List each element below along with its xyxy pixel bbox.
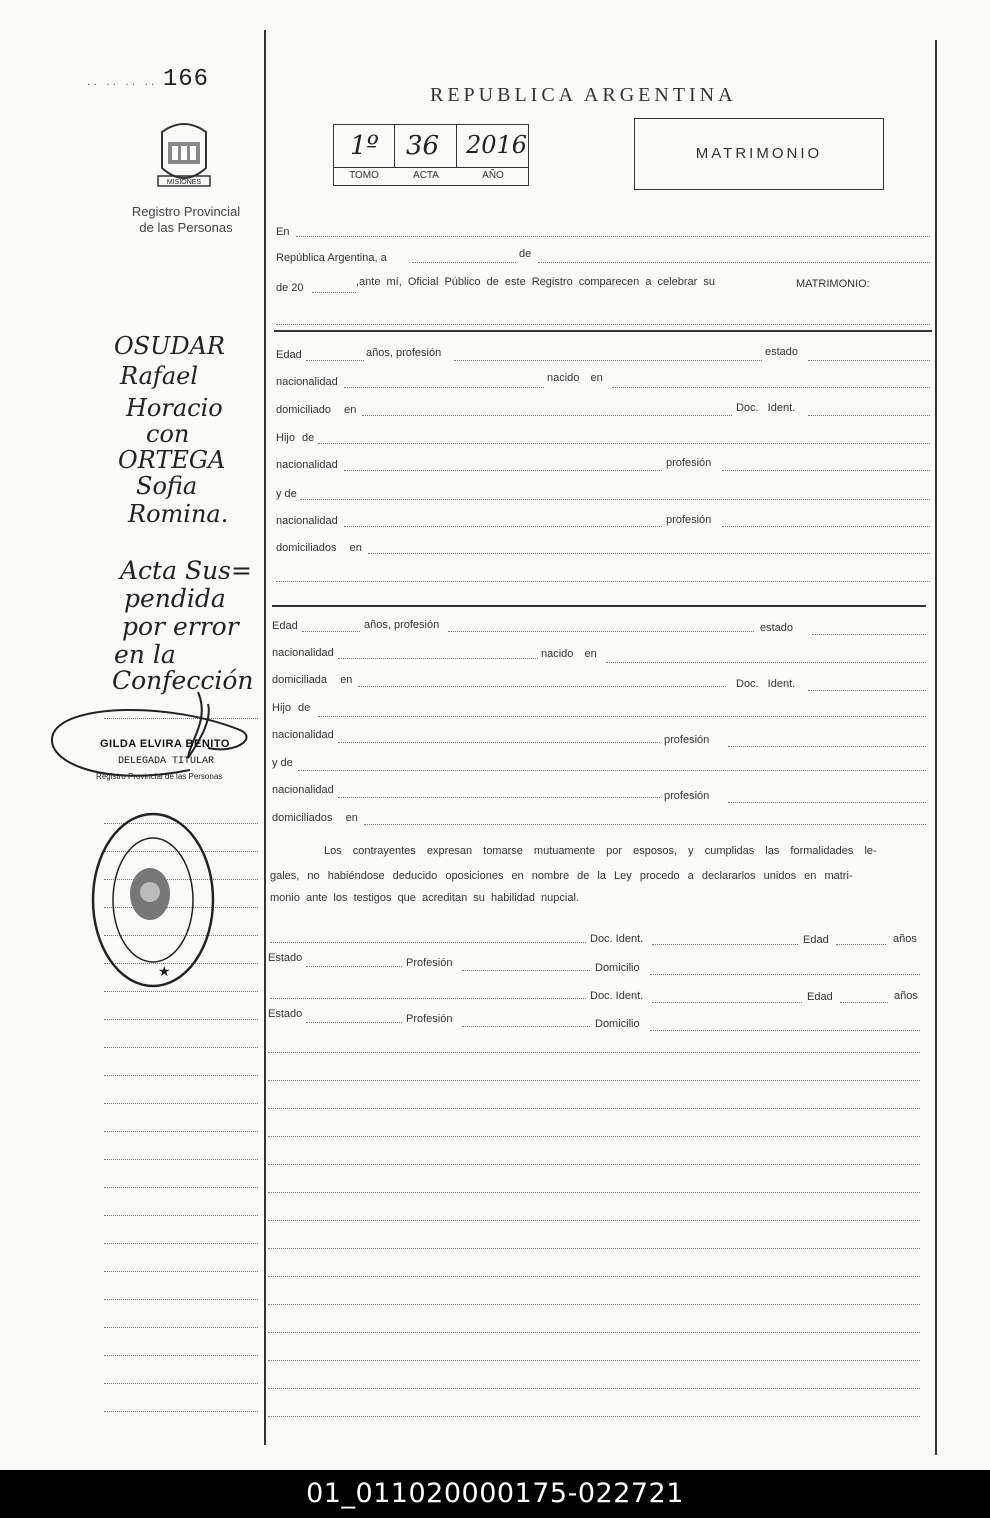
c2-profesion-2-label: profesión [664, 790, 710, 802]
intro-republica-label: República Argentina, a [276, 252, 387, 264]
t2-edad-label: Edad [807, 991, 833, 1003]
margin-note-2: pendida [124, 584, 226, 613]
scan-id-footer: 01_011020000175-022721 [0, 1470, 990, 1518]
declaration-line-1: Los contrayentes expresan tomarse mutuamente por esposos, y cumplidas las formalidades le- [324, 845, 877, 857]
c2-profesion-1-label: profesión [664, 734, 710, 746]
t1-profesion-label: Profesión [406, 957, 453, 969]
registry-line-2: de las Personas [139, 220, 233, 235]
margin-name-4: con [146, 420, 190, 448]
c2-estado-label: estado [760, 622, 794, 634]
t1-doc-label: Doc. Ident. [590, 933, 644, 945]
anio-value: 2016 [466, 131, 528, 159]
registry-name [110, 204, 262, 236]
section-divider-2 [272, 605, 926, 607]
declaration-line-3: monio ante los testigos que acreditan su habilidad nupcial. [270, 892, 579, 904]
c2-edad-label: Edad [272, 620, 298, 632]
margin-note-4: en la [114, 640, 176, 669]
acta-label: ACTA [413, 170, 439, 181]
t1-estado-label: Estado [268, 952, 303, 964]
c2-domiciliados-en-label: domiciliados en [272, 812, 358, 824]
c2-nacionalidad-3-label: nacionalidad [272, 784, 334, 796]
margin-name-1: OSUDAR [114, 332, 225, 360]
c1-y-de-label: y de [276, 488, 297, 500]
margin-note-3: por error [122, 612, 239, 641]
c1-domiciliado-en-label: domiciliado en [276, 404, 357, 416]
tomo-value: 1º [350, 131, 379, 161]
t1-edad-label: Edad [803, 934, 829, 946]
tomo-label: TOMO [349, 170, 379, 181]
intro-de20-label: de 20 [276, 282, 304, 294]
page-number-value: 166 [162, 66, 210, 93]
svg-text:★: ★ [158, 963, 171, 979]
coat-of-arms-logo [152, 118, 216, 194]
c2-nacido-en-label: nacido en [541, 648, 597, 660]
intro-en-label: En [276, 226, 290, 238]
margin-name-3: Horacio [126, 394, 223, 422]
margin-name-6: Sofia [136, 472, 198, 500]
intro-de-label: de [519, 248, 532, 260]
right-margin-rule [935, 40, 937, 1455]
c1-profesion-1-label: profesión [666, 457, 712, 469]
c1-anios-profesion-label: años, profesión [366, 347, 442, 359]
stamp-office: Registro Provincial de las Personas [96, 772, 223, 781]
t2-anios-label: años [894, 990, 918, 1002]
intro-matrimonio-label: MATRIMONIO: [796, 278, 870, 290]
round-seal [88, 808, 218, 992]
stamp-role: DELEGADA TITULAR [118, 756, 215, 767]
acta-value: 36 [406, 131, 440, 161]
c2-domiciliada-en-label: domiciliada en [272, 674, 353, 686]
c2-anios-profesion-label: años, profesión [364, 619, 440, 631]
declaration-line-2: gales, no habiéndose deducido oposiciones en nombre de la Ley procedo a declararlos unidos en matri- [270, 870, 853, 882]
margin-note-5: Confección [112, 666, 254, 695]
c1-nacido-en-label: nacido en [547, 372, 603, 384]
t2-domicilio-label: Domicilio [595, 1018, 640, 1030]
c1-domiciliados-en-label: domiciliados en [276, 542, 362, 554]
section-divider-1 [274, 330, 932, 332]
svg-text:MISIONES: MISIONES [166, 179, 202, 186]
country-title: REPUBLICA ARGENTINA [430, 84, 737, 106]
t1-domicilio-label: Domicilio [595, 962, 640, 974]
margin-name-7: Romina. [128, 500, 229, 528]
record-number-box [333, 124, 529, 186]
c1-profesion-2-label: profesión [666, 514, 712, 526]
margin-name-5: ORTEGA [118, 446, 226, 474]
c1-hijo-de-label: Hijo de [276, 432, 315, 444]
registry-line-1: Registro Provincial [131, 204, 241, 219]
c2-doc-ident-label: Doc. Ident. [736, 678, 796, 690]
act-type-label: MATRIMONIO [695, 145, 823, 162]
anio-label: AÑO [482, 170, 504, 181]
c1-estado-label: estado [765, 346, 799, 358]
intro-ante-label: ,ante mí, Oficial Público de este Registro comparecen a celebrar su [356, 276, 715, 288]
c2-y-de-label: y de [272, 757, 293, 769]
margin-note-1: Acta Sus= [120, 556, 252, 585]
act-type-box [634, 118, 884, 190]
c1-edad-label: Edad [276, 349, 302, 361]
t2-estado-label: Estado [268, 1008, 303, 1020]
page-number: .. .. .. .. 166 [86, 66, 210, 93]
t1-anios-label: años [893, 933, 917, 945]
c2-nacionalidad-label: nacionalidad [272, 647, 334, 659]
t2-profesion-label: Profesión [406, 1013, 453, 1025]
t2-doc-label: Doc. Ident. [590, 990, 644, 1002]
stamp-name: GILDA ELVIRA BENITO [100, 738, 230, 750]
c1-nacionalidad-3-label: nacionalidad [276, 515, 338, 527]
c2-hijo-de-label: Hijo de [272, 702, 311, 714]
c2-nacionalidad-2-label: nacionalidad [272, 729, 334, 741]
c1-nacionalidad-label: nacionalidad [276, 376, 338, 388]
margin-name-2: Rafael [120, 362, 198, 390]
c1-doc-ident-label: Doc. Ident. [736, 402, 796, 414]
c1-nacionalidad-2-label: nacionalidad [276, 459, 338, 471]
